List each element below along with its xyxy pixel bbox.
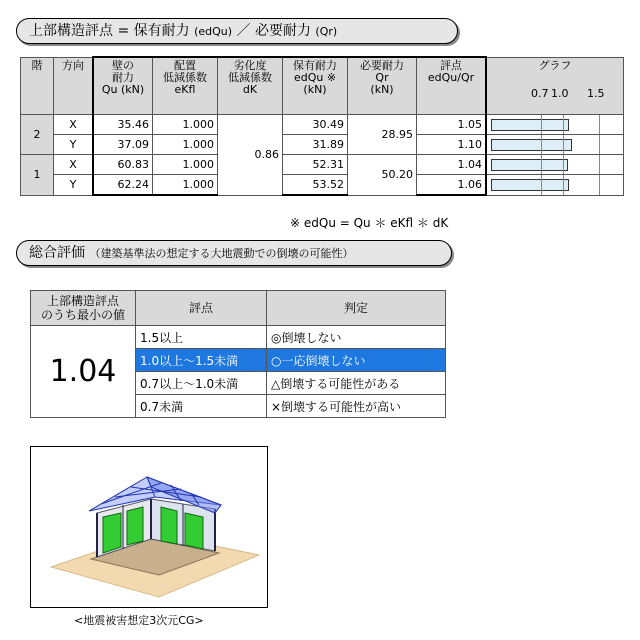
section-title-upper-structure <box>16 18 458 44</box>
score-cell: 1.10 <box>417 135 487 155</box>
ekfl-cell: 1.000 <box>153 155 218 175</box>
ekfl-cell: 1.000 <box>153 175 218 196</box>
graph-tick-07: 0.7 <box>531 86 549 100</box>
direction-cell: Y <box>54 175 94 196</box>
graph-reference-line <box>541 115 542 134</box>
graph-reference-line <box>541 135 542 154</box>
evaluation-table <box>20 56 624 196</box>
edqu-cell: 30.49 <box>283 115 348 135</box>
direction-cell: Y <box>54 135 94 155</box>
qr-cell: 50.20 <box>348 155 417 196</box>
direction-cell: X <box>54 155 94 175</box>
graph-reference-line <box>599 155 600 174</box>
floor-cell: 2 <box>21 115 54 155</box>
title-held-unit: (edQu) <box>194 25 233 38</box>
edqu-cell: 31.89 <box>283 135 348 155</box>
title-prefix: 上部構造評点 <box>29 23 113 39</box>
header-wall-strength: 壁の 耐力 Qu (kN) <box>93 57 153 115</box>
graph-reference-line <box>541 175 542 195</box>
edqu-cell: 52.31 <box>283 155 348 175</box>
title-slash: ／ <box>236 23 251 39</box>
header-floor: 階 <box>21 57 54 115</box>
qu-cell: 35.46 <box>93 115 153 135</box>
formula-note: ※ edQu = Qu ＊ eKfl ＊ dK <box>290 216 449 230</box>
title-eq: = <box>117 23 130 39</box>
score-cell: 1.04 <box>417 155 487 175</box>
overall-title: 総合評価 <box>29 245 85 261</box>
graph-row <box>486 175 624 196</box>
header-required: 必要耐力 Qr (kN) <box>348 57 417 115</box>
judge-cell: ○一応倒壊しない <box>267 349 446 372</box>
header-placement: 配置 低減係数 eKfl <box>153 57 218 115</box>
header-judgement: 判定 <box>267 291 446 326</box>
graph-tick-15: 1.5 <box>587 86 605 100</box>
graph-reference-line <box>599 115 600 134</box>
judge-cell: △倒壊する可能性がある <box>267 372 446 395</box>
graph-reference-line <box>563 175 564 195</box>
graph-title: グラフ <box>538 58 572 72</box>
score-bar <box>491 179 569 191</box>
min-score-value: 1.04 <box>31 326 136 418</box>
title-held: 保有耐力 <box>133 23 190 39</box>
ekfl-cell: 1.000 <box>153 135 218 155</box>
graph-reference-line <box>599 175 600 195</box>
graph-reference-line <box>599 135 600 154</box>
overall-subtitle: （建築基準法の想定する大地震動での倒壊の可能性） <box>89 247 354 260</box>
score-bar <box>491 139 572 151</box>
header-score-range: 評点 <box>136 291 267 326</box>
graph-row <box>486 135 624 155</box>
qu-cell: 60.83 <box>93 155 153 175</box>
score-cell: 1.06 <box>417 175 487 196</box>
graph-row <box>486 155 624 175</box>
section-title-overall <box>16 240 452 266</box>
dk-cell: 0.86 <box>218 115 283 196</box>
judge-cell: ◎倒壊しない <box>267 326 446 349</box>
graph-row <box>486 115 624 135</box>
header-graph <box>486 57 624 115</box>
qu-cell: 37.09 <box>93 135 153 155</box>
graph-tick-10: 1.0 <box>551 86 569 100</box>
score-cell: 1.05 <box>417 115 487 135</box>
header-held-strength: 保有耐力 edQu ※ (kN) <box>283 57 348 115</box>
graph-reference-line <box>563 155 564 174</box>
title-required-unit: (Qr) <box>315 25 338 38</box>
earthquake-cg-image <box>30 446 268 608</box>
house-3d-illustration <box>31 447 267 607</box>
floor-cell: 1 <box>21 155 54 196</box>
direction-cell: X <box>54 115 94 135</box>
header-deterioration: 劣化度 低減係数 dK <box>218 57 283 115</box>
score-bar <box>491 119 569 131</box>
range-cell: 0.7未満 <box>136 395 267 418</box>
header-score: 評点 edQu/Qr <box>417 57 487 115</box>
qr-cell: 28.95 <box>348 115 417 155</box>
range-cell: 1.5以上 <box>136 326 267 349</box>
qu-cell: 62.24 <box>93 175 153 196</box>
score-bar <box>491 159 568 171</box>
graph-reference-line <box>563 115 564 134</box>
edqu-cell: 53.52 <box>283 175 348 196</box>
graph-reference-line <box>563 135 564 154</box>
cg-caption: <地震被害想定3次元CG> <box>74 614 204 627</box>
graph-reference-line <box>541 155 542 174</box>
header-direction: 方向 <box>54 57 94 115</box>
range-cell: 0.7以上～1.0未満 <box>136 372 267 395</box>
judge-cell: ×倒壊する可能性が高い <box>267 395 446 418</box>
header-min-value: 上部構造評点 のうち最小の値 <box>31 291 136 326</box>
title-required: 必要耐力 <box>254 23 311 39</box>
ekfl-cell: 1.000 <box>153 115 218 135</box>
summary-table <box>30 290 446 418</box>
range-cell: 1.0以上～1.5未満 <box>136 349 267 372</box>
